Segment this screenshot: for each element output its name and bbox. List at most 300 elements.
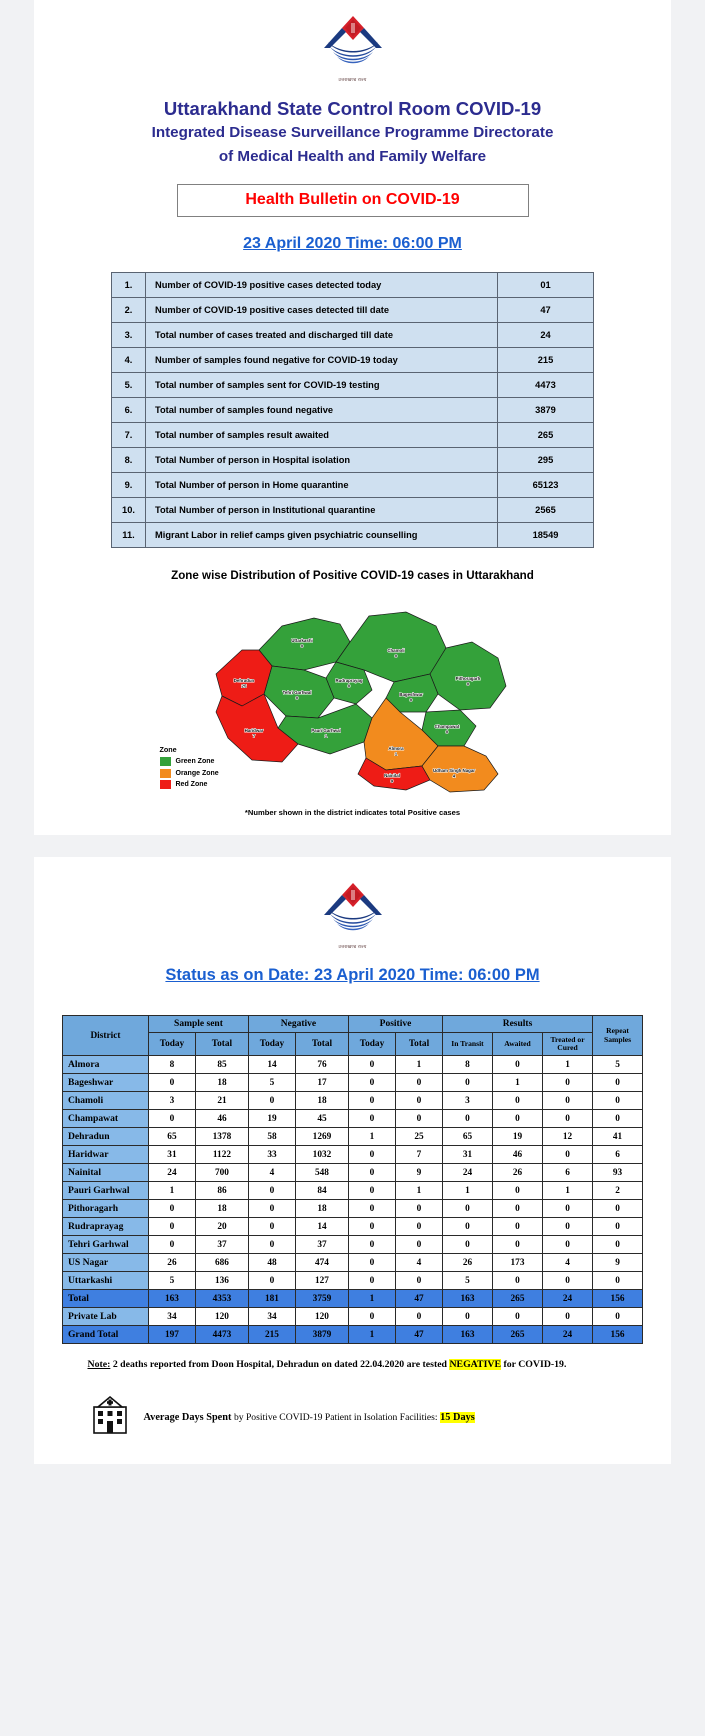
zone-legend xyxy=(160,745,219,792)
cell-neg-total: 14 xyxy=(295,1218,348,1236)
map-district-cases: 0 xyxy=(409,697,412,703)
map-district-cases: 0 xyxy=(347,683,350,689)
table-row xyxy=(62,1146,642,1164)
cell-awaited: 0 xyxy=(493,1182,543,1200)
cell-neg-total: 84 xyxy=(295,1182,348,1200)
cell-pos-today: 0 xyxy=(348,1182,395,1200)
cell-treated: 24 xyxy=(543,1290,593,1308)
cell-treated: 0 xyxy=(543,1074,593,1092)
cell-neg-today: 0 xyxy=(248,1272,295,1290)
summary-value: 01 xyxy=(498,273,594,298)
page-separator xyxy=(0,835,705,857)
cell-in-transit: 0 xyxy=(443,1308,493,1326)
cell-neg-today: 0 xyxy=(248,1182,295,1200)
cell-in-transit: 1 xyxy=(443,1182,493,1200)
cell-sample-total: 4473 xyxy=(195,1326,248,1344)
cell-in-transit: 0 xyxy=(443,1074,493,1092)
cell-pos-total: 0 xyxy=(395,1092,442,1110)
map-district-cases: 0 xyxy=(394,653,397,659)
cell-neg-today: 0 xyxy=(248,1200,295,1218)
map-district-cases: 9 xyxy=(390,778,393,784)
cell-neg-total: 474 xyxy=(295,1254,348,1272)
cell-sample-today: 0 xyxy=(148,1074,195,1092)
map-district-label: Almora xyxy=(387,745,404,751)
summary-value: 24 xyxy=(498,323,594,348)
table-header-group-row xyxy=(62,1015,642,1032)
cell-repeat: 0 xyxy=(593,1200,643,1218)
cell-sample-total: 18 xyxy=(195,1074,248,1092)
cell-neg-total: 127 xyxy=(295,1272,348,1290)
cell-repeat: 0 xyxy=(593,1110,643,1128)
bulletin-title-box xyxy=(177,184,529,217)
cell-awaited: 173 xyxy=(493,1254,543,1272)
cell-sample-today: 31 xyxy=(148,1146,195,1164)
cell-repeat: 0 xyxy=(593,1218,643,1236)
summary-value: 47 xyxy=(498,298,594,323)
map-district-cases: 1 xyxy=(394,751,397,757)
header-pos-today: Today xyxy=(348,1032,395,1056)
map-district-cases: 0 xyxy=(300,643,303,649)
emblem-caption: उत्तराखण्ड राज्य xyxy=(338,77,367,82)
cell-pos-total: 9 xyxy=(395,1164,442,1182)
cell-pos-today: 0 xyxy=(348,1164,395,1182)
cell-neg-total: 45 xyxy=(295,1110,348,1128)
average-days-value: 15 Days xyxy=(440,1411,475,1423)
cell-pos-today: 1 xyxy=(348,1326,395,1344)
zone-legend-label: Orange Zone xyxy=(175,769,219,777)
cell-repeat: 0 xyxy=(593,1272,643,1290)
cell-sample-today: 0 xyxy=(148,1110,195,1128)
summary-sno: 10. xyxy=(112,498,146,523)
district-name: Grand Total xyxy=(62,1326,148,1344)
emblem-caption-2: उत्तराखण्ड राज्य xyxy=(338,943,367,949)
district-name: Bageshwar xyxy=(62,1074,148,1092)
cell-pos-total: 1 xyxy=(395,1182,442,1200)
cell-sample-total: 120 xyxy=(195,1308,248,1326)
cell-neg-today: 58 xyxy=(248,1128,295,1146)
summary-label: Migrant Labor in relief camps given psychiatric counselling xyxy=(146,523,498,548)
district-name: Haridwar xyxy=(62,1146,148,1164)
zone-map-canvas xyxy=(154,590,552,802)
map-district-label: Udham Singh Nagar xyxy=(432,767,475,773)
cell-pos-today: 0 xyxy=(348,1236,395,1254)
cell-awaited: 26 xyxy=(493,1164,543,1182)
cell-treated: 0 xyxy=(543,1308,593,1326)
page-subtitle-line-2: of Medical Health and Family Welfare xyxy=(218,147,487,165)
cell-awaited: 0 xyxy=(493,1308,543,1326)
cell-neg-total: 120 xyxy=(295,1308,348,1326)
district-name: Rudraprayag xyxy=(62,1218,148,1236)
cell-awaited: 19 xyxy=(493,1128,543,1146)
map-district-label: Pithoragarh xyxy=(455,675,480,681)
summary-value: 3879 xyxy=(498,398,594,423)
cell-treated: 0 xyxy=(543,1092,593,1110)
summary-label: Total Number of person in Hospital isolation xyxy=(146,448,498,473)
table-row xyxy=(62,1218,642,1236)
header-treated-or-cured: Treated or Cured xyxy=(543,1032,593,1056)
summary-row xyxy=(112,498,594,523)
table-header-sub-row xyxy=(62,1032,642,1056)
district-name: Almora xyxy=(62,1056,148,1074)
table-row xyxy=(62,1092,642,1110)
summary-label: Total Number of person in Institutional quarantine xyxy=(146,498,498,523)
map-district-label: Pauri Garhwal xyxy=(310,727,341,733)
cell-awaited: 46 xyxy=(493,1146,543,1164)
cell-neg-total: 76 xyxy=(295,1056,348,1074)
cell-repeat: 93 xyxy=(593,1164,643,1182)
header-negative: Negative xyxy=(248,1015,348,1032)
header-pos-total: Total xyxy=(395,1032,442,1056)
table-row xyxy=(62,1182,642,1200)
summary-row xyxy=(112,448,594,473)
average-days-light: by Positive COVID-19 Patient in Isolation Facilities: xyxy=(233,1411,438,1423)
average-days-bold: Average Days Spent xyxy=(143,1411,232,1423)
cell-awaited: 0 xyxy=(493,1110,543,1128)
cell-pos-total: 0 xyxy=(395,1110,442,1128)
cell-sample-today: 8 xyxy=(148,1056,195,1074)
cell-awaited: 0 xyxy=(493,1056,543,1074)
district-name: Private Lab xyxy=(62,1308,148,1326)
summary-sno: 4. xyxy=(112,348,146,373)
header-neg-today: Today xyxy=(248,1032,295,1056)
footer-note xyxy=(88,1357,618,1372)
cell-treated: 0 xyxy=(543,1236,593,1254)
bulletin-page-2 xyxy=(34,857,671,1464)
header-sample-sent: Sample sent xyxy=(148,1015,248,1032)
cell-in-transit: 8 xyxy=(443,1056,493,1074)
cell-neg-today: 181 xyxy=(248,1290,295,1308)
summary-sno: 7. xyxy=(112,423,146,448)
zone-legend-item xyxy=(160,769,219,778)
uttarakhand-state-emblem-icon xyxy=(320,14,386,72)
summary-sno: 1. xyxy=(112,273,146,298)
cell-neg-today: 0 xyxy=(248,1092,295,1110)
cell-pos-total: 1 xyxy=(395,1056,442,1074)
cell-sample-today: 65 xyxy=(148,1128,195,1146)
emblem-container-2 xyxy=(34,873,671,950)
table-row xyxy=(62,1128,642,1146)
cell-pos-today: 1 xyxy=(348,1290,395,1308)
summary-sno: 9. xyxy=(112,473,146,498)
cell-neg-today: 0 xyxy=(248,1236,295,1254)
cell-sample-total: 18 xyxy=(195,1200,248,1218)
table-row xyxy=(62,1056,642,1074)
summary-row xyxy=(112,473,594,498)
district-name: Pithoragarh xyxy=(62,1200,148,1218)
cell-treated: 0 xyxy=(543,1146,593,1164)
cell-sample-today: 1 xyxy=(148,1182,195,1200)
page-subtitle-line-1: Integrated Disease Surveillance Programme Directorate xyxy=(151,124,554,142)
cell-pos-today: 0 xyxy=(348,1254,395,1272)
cell-in-transit: 163 xyxy=(443,1290,493,1308)
header-sample-today: Today xyxy=(148,1032,195,1056)
cell-neg-total: 1032 xyxy=(295,1146,348,1164)
cell-pos-today: 0 xyxy=(348,1272,395,1290)
cell-pos-total: 0 xyxy=(395,1200,442,1218)
cell-in-transit: 0 xyxy=(443,1218,493,1236)
cell-sample-total: 20 xyxy=(195,1218,248,1236)
cell-awaited: 1 xyxy=(493,1074,543,1092)
cell-pos-total: 7 xyxy=(395,1146,442,1164)
cell-awaited: 265 xyxy=(493,1326,543,1344)
table-row xyxy=(62,1272,642,1290)
map-district-cases: 25 xyxy=(241,683,246,689)
map-district-cases: 0 xyxy=(445,729,448,735)
hospital-icon xyxy=(88,1395,134,1440)
district-name: Chamoli xyxy=(62,1092,148,1110)
cell-neg-today: 4 xyxy=(248,1164,295,1182)
summary-value: 18549 xyxy=(498,523,594,548)
table-row xyxy=(62,1110,642,1128)
cell-in-transit: 65 xyxy=(443,1128,493,1146)
district-name: Pauri Garhwal xyxy=(62,1182,148,1200)
district-name: Nainital xyxy=(62,1164,148,1182)
district-name: Tehri Garhwal xyxy=(62,1236,148,1254)
cell-treated: 0 xyxy=(543,1272,593,1290)
table-row xyxy=(62,1308,642,1326)
cell-sample-today: 163 xyxy=(148,1290,195,1308)
summary-value: 4473 xyxy=(498,373,594,398)
header-sample-total: Total xyxy=(195,1032,248,1056)
header-neg-total: Total xyxy=(295,1032,348,1056)
cell-pos-total: 0 xyxy=(395,1218,442,1236)
table-row xyxy=(62,1254,642,1272)
summary-value: 265 xyxy=(498,423,594,448)
cell-pos-today: 0 xyxy=(348,1074,395,1092)
header-district: District xyxy=(62,1015,148,1056)
map-district-cases: 4 xyxy=(452,773,455,779)
zone-swatch-icon xyxy=(160,757,171,766)
cell-repeat: 6 xyxy=(593,1146,643,1164)
note-label: Note: xyxy=(87,1359,111,1371)
cell-pos-total: 0 xyxy=(395,1308,442,1326)
cell-awaited: 0 xyxy=(493,1236,543,1254)
cell-treated: 24 xyxy=(543,1326,593,1344)
cell-treated: 4 xyxy=(543,1254,593,1272)
summary-label: Total Number of person in Home quarantine xyxy=(146,473,498,498)
cell-treated: 1 xyxy=(543,1182,593,1200)
summary-sno: 8. xyxy=(112,448,146,473)
cell-neg-total: 548 xyxy=(295,1164,348,1182)
summary-label: Number of COVID-19 positive cases detected till date xyxy=(146,298,498,323)
cell-treated: 0 xyxy=(543,1200,593,1218)
zone-map-title: Zone wise Distribution of Positive COVID-19 cases in Uttarakhand xyxy=(171,569,534,583)
cell-in-transit: 163 xyxy=(443,1326,493,1344)
zone-map-note: *Number shown in the district indicates total Positive cases xyxy=(244,807,461,817)
cell-neg-today: 5 xyxy=(248,1074,295,1092)
cell-neg-today: 33 xyxy=(248,1146,295,1164)
map-district-label: Chamoli xyxy=(386,647,405,653)
cell-neg-today: 0 xyxy=(248,1218,295,1236)
zone-legend-label: Red Zone xyxy=(175,781,208,789)
cell-repeat: 0 xyxy=(593,1074,643,1092)
cell-neg-today: 34 xyxy=(248,1308,295,1326)
cell-in-transit: 3 xyxy=(443,1092,493,1110)
zone-legend-item xyxy=(160,757,219,766)
summary-label: Number of COVID-19 positive cases detected today xyxy=(146,273,498,298)
cell-sample-total: 1378 xyxy=(195,1128,248,1146)
header-awaited: Awaited xyxy=(493,1032,543,1056)
cell-treated: 6 xyxy=(543,1164,593,1182)
cell-treated: 1 xyxy=(543,1056,593,1074)
cell-pos-today: 0 xyxy=(348,1092,395,1110)
cell-pos-total: 47 xyxy=(395,1326,442,1344)
district-name: Dehradun xyxy=(62,1128,148,1146)
map-district-cases: 0 xyxy=(295,695,298,701)
cell-repeat: 0 xyxy=(593,1236,643,1254)
cell-neg-total: 37 xyxy=(295,1236,348,1254)
map-district-label: Nainital xyxy=(383,772,400,778)
summary-sno: 2. xyxy=(112,298,146,323)
cell-neg-total: 3879 xyxy=(295,1326,348,1344)
cell-sample-total: 37 xyxy=(195,1236,248,1254)
cell-neg-total: 17 xyxy=(295,1074,348,1092)
cell-neg-today: 48 xyxy=(248,1254,295,1272)
note-text-1: 2 deaths reported from Doon Hospital, Dehradun on dated 22.04.2020 are tested xyxy=(112,1359,447,1371)
cell-sample-total: 86 xyxy=(195,1182,248,1200)
table-row xyxy=(62,1164,642,1182)
cell-pos-today: 0 xyxy=(348,1110,395,1128)
map-district-label: Champawat xyxy=(434,723,459,729)
cell-awaited: 265 xyxy=(493,1290,543,1308)
summary-row xyxy=(112,348,594,373)
cell-sample-total: 4353 xyxy=(195,1290,248,1308)
cell-sample-total: 46 xyxy=(195,1110,248,1128)
average-days-block xyxy=(88,1395,618,1440)
summary-value: 215 xyxy=(498,348,594,373)
table-row xyxy=(62,1290,642,1308)
summary-sno: 5. xyxy=(112,373,146,398)
header-results: Results xyxy=(443,1015,593,1032)
map-district-label: Uttarkashi xyxy=(290,637,313,643)
cell-neg-today: 19 xyxy=(248,1110,295,1128)
summary-label: Total number of samples found negative xyxy=(146,398,498,423)
summary-row xyxy=(112,398,594,423)
summary-row xyxy=(112,323,594,348)
cell-sample-today: 0 xyxy=(148,1200,195,1218)
summary-row xyxy=(112,423,594,448)
header-positive: Positive xyxy=(348,1015,442,1032)
map-district-cases: 7 xyxy=(252,733,255,739)
cell-repeat: 9 xyxy=(593,1254,643,1272)
cell-repeat: 0 xyxy=(593,1092,643,1110)
zone-legend-title: Zone xyxy=(159,745,177,755)
cell-repeat: 0 xyxy=(593,1308,643,1326)
cell-repeat: 156 xyxy=(593,1290,643,1308)
district-wise-table xyxy=(62,1015,643,1345)
cell-sample-total: 21 xyxy=(195,1092,248,1110)
district-name: Uttarkashi xyxy=(62,1272,148,1290)
summary-sno: 6. xyxy=(112,398,146,423)
cell-sample-today: 197 xyxy=(148,1326,195,1344)
cell-in-transit: 0 xyxy=(443,1236,493,1254)
cell-awaited: 0 xyxy=(493,1200,543,1218)
cell-pos-total: 0 xyxy=(395,1272,442,1290)
cell-sample-today: 26 xyxy=(148,1254,195,1272)
table-row xyxy=(62,1236,642,1254)
cell-pos-total: 0 xyxy=(395,1074,442,1092)
summary-table xyxy=(111,272,594,548)
cell-treated: 0 xyxy=(543,1218,593,1236)
cell-sample-total: 85 xyxy=(195,1056,248,1074)
cell-treated: 0 xyxy=(543,1110,593,1128)
cell-neg-total: 1269 xyxy=(295,1128,348,1146)
summary-row xyxy=(112,523,594,548)
cell-sample-today: 5 xyxy=(148,1272,195,1290)
cell-neg-total: 18 xyxy=(295,1092,348,1110)
district-name: Champawat xyxy=(62,1110,148,1128)
zone-legend-item xyxy=(160,780,219,789)
note-text-2: for COVID-19. xyxy=(503,1359,567,1371)
cell-in-transit: 26 xyxy=(443,1254,493,1272)
summary-label: Total number of cases treated and discharged till date xyxy=(146,323,498,348)
district-name: US Nagar xyxy=(62,1254,148,1272)
cell-repeat: 41 xyxy=(593,1128,643,1146)
cell-sample-today: 34 xyxy=(148,1308,195,1326)
summary-sno: 11. xyxy=(112,523,146,548)
district-name: Total xyxy=(62,1290,148,1308)
map-district-label: Bageshwar xyxy=(398,691,423,697)
summary-label: Number of samples found negative for COVID-19 today xyxy=(146,348,498,373)
cell-pos-total: 4 xyxy=(395,1254,442,1272)
summary-sno: 3. xyxy=(112,323,146,348)
cell-in-transit: 5 xyxy=(443,1272,493,1290)
cell-sample-total: 1122 xyxy=(195,1146,248,1164)
cell-in-transit: 24 xyxy=(443,1164,493,1182)
zone-map-block xyxy=(154,568,552,817)
cell-sample-today: 3 xyxy=(148,1092,195,1110)
cell-pos-total: 0 xyxy=(395,1236,442,1254)
cell-repeat: 5 xyxy=(593,1056,643,1074)
emblem-container xyxy=(34,6,671,83)
cell-neg-today: 215 xyxy=(248,1326,295,1344)
map-district-cases: 1 xyxy=(324,733,327,739)
map-district-label: Haridwar xyxy=(244,727,263,733)
table-row xyxy=(62,1200,642,1218)
summary-row xyxy=(112,298,594,323)
cell-sample-total: 136 xyxy=(195,1272,248,1290)
header-in-transit: In Transit xyxy=(443,1032,493,1056)
note-highlight: NEGATIVE xyxy=(449,1359,501,1371)
cell-in-transit: 31 xyxy=(443,1146,493,1164)
summary-value: 295 xyxy=(498,448,594,473)
zone-legend-label: Green Zone xyxy=(175,758,215,766)
cell-pos-today: 0 xyxy=(348,1056,395,1074)
table-row xyxy=(62,1074,642,1092)
cell-pos-today: 0 xyxy=(348,1308,395,1326)
bulletin-datetime: 23 April 2020 Time: 06:00 PM xyxy=(243,235,462,253)
cell-neg-today: 14 xyxy=(248,1056,295,1074)
cell-awaited: 0 xyxy=(493,1218,543,1236)
average-days-text xyxy=(144,1412,475,1423)
map-district-label: Rudraprayag xyxy=(334,677,363,683)
cell-pos-today: 0 xyxy=(348,1146,395,1164)
cell-pos-today: 0 xyxy=(348,1218,395,1236)
table-row xyxy=(62,1326,642,1344)
cell-sample-total: 686 xyxy=(195,1254,248,1272)
cell-treated: 12 xyxy=(543,1128,593,1146)
summary-row xyxy=(112,373,594,398)
cell-in-transit: 0 xyxy=(443,1110,493,1128)
cell-awaited: 0 xyxy=(493,1272,543,1290)
uttarakhand-state-emblem-icon xyxy=(320,881,386,939)
bulletin-page-1 xyxy=(34,0,671,835)
summary-label: Total number of samples sent for COVID-19 testing xyxy=(146,373,498,398)
zone-swatch-icon xyxy=(160,780,171,789)
cell-awaited: 0 xyxy=(493,1092,543,1110)
summary-value: 65123 xyxy=(498,473,594,498)
zone-swatch-icon xyxy=(160,769,171,778)
